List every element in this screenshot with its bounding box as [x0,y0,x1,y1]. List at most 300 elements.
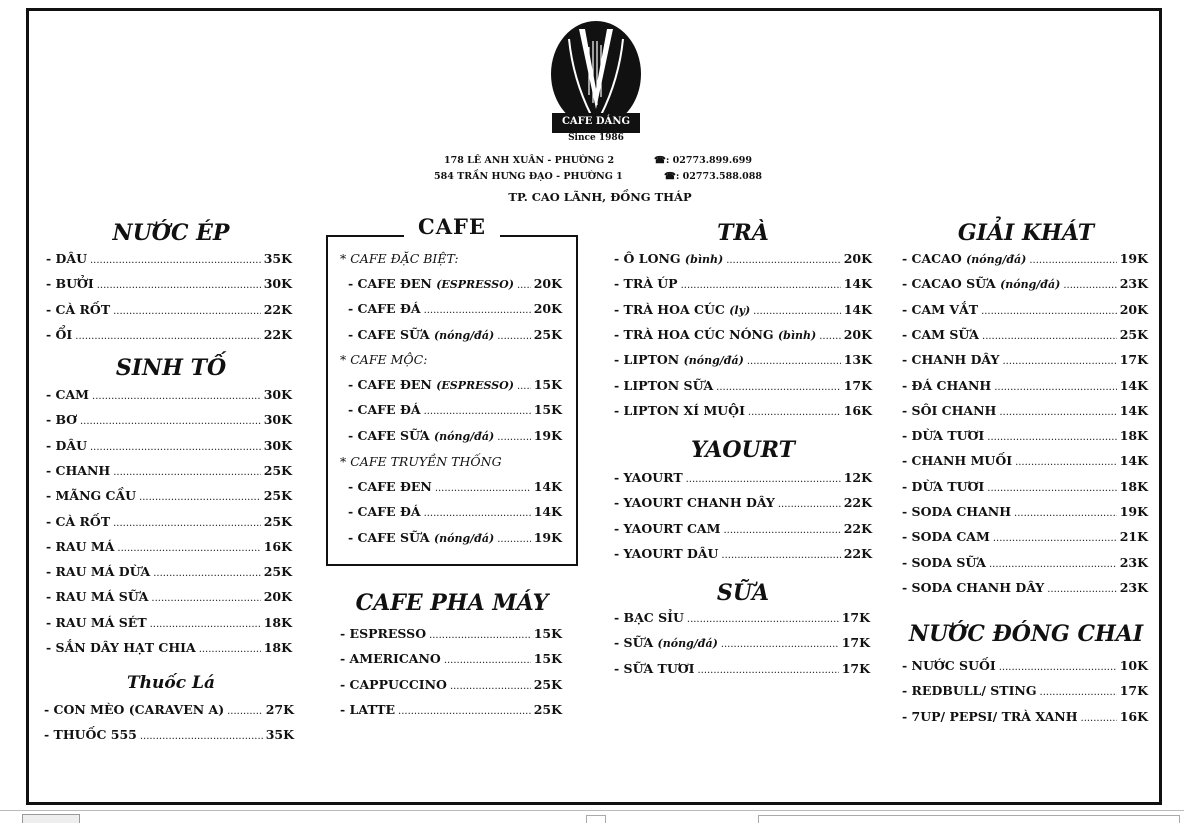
leader-dots [753,306,841,317]
menu-item-price: 30K [263,437,292,453]
menu-item [614,378,872,398]
leader-dots [716,382,841,393]
footer-tab[interactable] [22,814,80,823]
menu-item-price: 20K [263,589,292,605]
leader-dots [982,331,1117,342]
menu-item-price: 17K [841,660,870,676]
menu-item-price: 25K [533,676,562,692]
leader-dots [450,681,531,692]
menu-item-label: - Ô LONG [614,251,681,266]
menu-item-label: - LIPTON XÍ MUỘI [614,402,745,418]
menu-item-name [46,463,110,478]
menu-item-price: 10K [1119,658,1148,673]
menu-item-price: 18K [1119,428,1148,444]
menu-item-name [44,727,137,742]
logo-text: CAFE DÁNG [561,116,631,127]
leader-dots [140,731,263,742]
menu-item-price: 22K [843,545,872,561]
bottom-scroll-strip [0,810,1184,822]
section-title-cafe: CAFE [404,214,500,239]
menu-item [614,661,870,681]
menu-item-price: 25K [1119,326,1148,342]
section-title-tra: TRÀ [717,220,769,246]
menu-item-label: - BẠC SỈU [614,610,684,625]
menu-item-label: - CAPPUCCINO [340,676,447,692]
leader-dots [819,331,840,342]
menu-item [348,530,562,550]
leader-dots [153,568,261,579]
menu-item-price: 35K [265,727,294,743]
menu-item-name [902,580,1044,595]
menu-group-label: * CAFE MỘC: [340,352,428,367]
menu-item-name [46,387,89,402]
menu-item [902,580,1148,600]
menu-item-name [348,504,421,519]
menu-item [902,428,1148,448]
leader-dots [989,559,1117,570]
menu-item [340,626,562,646]
leader-dots [90,442,261,453]
menu-item-label: - DÂU [46,437,87,453]
menu-group-label: * CAFE ĐẶC BIỆT: [340,251,459,266]
menu-item-price: 25K [263,513,292,529]
menu-item [614,276,872,296]
leader-dots [429,630,531,641]
menu-item-label: - SODA CHANH [902,504,1012,519]
menu-item [46,514,292,534]
phone-2: ☎: 02773.588.088 [664,171,762,182]
menu-item-label: - CAFE SỮA [348,529,430,545]
menu-item-label: - AMERICANO [340,651,441,667]
menu-item-label: - DỪA TƯƠI [902,428,985,444]
menu-item-label: - SODA CHANH DÂY [902,579,1045,595]
menu-item [614,251,872,271]
menu-item-label: - CHANH MUỐI [902,453,1013,469]
menu-item-name [902,529,990,544]
menu-item-price: 21K [1119,529,1148,545]
menu-item [46,251,292,271]
menu-item-price: 15K [533,377,562,392]
leader-dots [1015,457,1117,468]
menu-item [348,301,562,321]
menu-item-price: 14K [1119,377,1148,393]
menu-item-name [902,479,984,494]
menu-item-name [902,327,979,342]
menu-item-name [46,564,150,579]
leader-dots [994,382,1117,393]
menu-item-price: 17K [843,377,872,393]
menu-item-name [614,495,775,510]
menu-item-price: 25K [533,701,562,717]
leader-dots [1063,280,1116,291]
menu-item-name [614,546,718,561]
menu-item-price: 17K [841,610,870,625]
menu-item-label: - SODA CAM [902,529,990,545]
menu-item-name [614,378,713,393]
leader-dots [1029,255,1116,266]
menu-item-price: 14K [1119,453,1148,469]
menu-item [902,327,1148,347]
menu-item-price: 15K [533,402,562,418]
menu-item-label: - LATTE [340,701,396,717]
menu-item [348,479,562,499]
leader-dots [424,508,531,519]
section-title-cafe-pha-may: CAFE PHA MÁY [355,590,549,616]
menu-item [614,327,872,347]
menu-item-name [902,302,978,317]
menu-item [902,529,1148,549]
leader-dots [987,432,1116,443]
menu-item-price: 14K [843,301,872,317]
menu-item [614,521,872,541]
menu-item-name [340,626,426,641]
menu-item [902,709,1148,729]
menu-item-label: - TRÀ HOA CÚC [614,301,725,317]
menu-item [902,251,1148,271]
menu-item-price: 20K [533,276,562,291]
menu-item [44,702,294,722]
section-title-nuoc-ep: NƯỚC ÉP [112,220,230,246]
menu-item-label: - CAFE ĐÁ [348,402,421,418]
menu-item-price: 16K [1119,708,1148,724]
leader-dots [517,381,531,392]
phone-1: ☎: 02773.899.699 [654,155,752,166]
leader-dots [92,391,261,402]
leader-dots [517,280,531,291]
menu-item-label: - BƠ [46,412,77,428]
leader-dots [723,525,840,536]
address-1: 178 LÊ ANH XUÂN - PHƯỜNG 2 [444,155,615,166]
menu-item-name [46,539,114,554]
leader-dots [398,706,531,717]
menu-item-price: 22K [263,301,292,317]
leader-dots [435,483,531,494]
leader-dots [721,550,840,561]
menu-item-label: - TRÀ ÚP [614,276,678,292]
menu-item-price: 17K [1119,683,1148,699]
menu-item [46,276,292,296]
menu-item-price: 18K [263,614,292,630]
menu-item-name [614,610,684,625]
menu-item-price: 14K [843,276,872,292]
leader-dots [497,331,531,342]
menu-item-label: - SỮA TƯƠI [614,660,695,676]
menu-item-name [902,658,996,673]
menu-item [902,453,1148,473]
leader-dots [721,639,839,650]
address-2: 584 TRẦN HƯNG ĐẠO - PHƯỜNG 1 [434,171,623,182]
menu-item [340,677,562,697]
menu-item-name [46,412,77,427]
menu-item-price: 22K [843,520,872,536]
menu-item-name [902,403,996,418]
menu-item-name [902,428,984,443]
menu-item-name [340,702,395,717]
menu-item-label: - CAM [46,387,90,402]
leader-dots [726,255,841,266]
section-title-giai-khat: GIẢI KHÁT [957,220,1095,246]
menu-item [340,702,562,722]
menu-item-label: - CAFE ĐEN [348,276,432,291]
menu-item [348,327,562,347]
menu-item [46,463,292,483]
menu-item [46,488,292,508]
menu-item-label: - RAU MÁ [46,538,115,554]
menu-item-label: - ỔI [46,326,73,342]
menu-item [902,555,1148,575]
menu-item-price: 16K [843,402,872,418]
menu-item-label: - CAM SỮA [902,326,980,342]
menu-item [902,683,1148,703]
leader-dots [150,619,261,630]
menu-item-note: (ESPRESSO) [436,379,514,392]
menu-item-name [46,276,94,291]
menu-item-note: (nóng/đá) [433,531,495,545]
menu-item-price: 18K [1119,478,1148,494]
menu-item-label: - CAFE SỮA [348,326,430,342]
menu-item-note: (nóng/đá) [1000,278,1061,292]
menu-item-label: - CACAO SỮA [902,276,996,292]
menu-item-price: 25K [533,326,562,342]
menu-item [614,352,872,372]
menu-item-name [348,479,432,494]
leader-dots [227,706,263,717]
menu-item-note: (nóng/đá) [683,354,744,368]
leader-dots [687,614,839,625]
menu-item-name [614,276,678,291]
menu-item-price: 23K [1119,554,1148,570]
menu-item-name [614,403,745,418]
leader-dots [778,499,841,510]
leader-dots [199,644,261,655]
menu-item-name [348,276,514,291]
leader-dots [993,533,1117,544]
leader-dots [424,406,531,417]
menu-item-name [614,661,694,676]
menu-item-name [348,428,494,443]
menu-item-label: - SÔI CHANH [902,402,997,418]
menu-item-name [902,504,1011,519]
leader-dots [748,407,841,418]
menu-item-label: - CAFE ĐEN [348,479,432,494]
leader-dots [1014,508,1117,519]
menu-item-price: 18K [263,640,292,655]
menu-item-note: (nóng/đá) [433,328,495,342]
leader-dots [1081,713,1117,724]
menu-item-label: - ESPRESSO [340,626,427,641]
menu-item-price: 25K [263,488,292,504]
menu-item-name [614,352,744,367]
leader-dots [497,432,531,443]
menu-item-note: (nóng/đá) [657,637,718,651]
menu-item-price: 23K [1119,276,1148,292]
section-title-sinh-to: SINH TỐ [115,355,227,381]
since-label: Since 1986 [568,133,624,143]
menu-item-label: - SODA SỮA [902,554,986,570]
menu-item-label: - LIPTON [614,352,680,368]
menu-item [46,564,292,584]
menu-item-price: 22K [263,326,292,342]
menu-item-price: 19K [1119,504,1148,519]
menu-item-note: (bình) [777,328,817,342]
leader-dots [444,655,531,666]
menu-item-name [902,453,1012,468]
menu-item-label: - CAFE SỮA [348,427,430,443]
menu-item-name [614,470,683,485]
footer-button[interactable] [586,815,606,823]
menu-item-name [902,276,1060,291]
menu-item-note: (nóng/đá) [966,253,1027,266]
menu-item-price: 15K [533,651,562,667]
menu-item-label: - CÀ RỐT [46,301,111,317]
menu-item-label: - LIPTON SỮA [614,377,714,393]
menu-item [614,635,870,655]
menu-item-name [46,615,147,630]
menu-item-name [902,352,999,367]
menu-item-label: - YAOURT CAM [614,520,721,536]
menu-item-label: - THUỐC 555 [44,727,137,743]
menu-item-name [614,521,720,536]
menu-item-name [348,301,421,316]
leader-dots [497,534,531,545]
menu-item-price: 12K [843,470,872,485]
menu-item-price: 19K [533,427,562,443]
menu-item [348,377,562,397]
menu-item-price: 14K [533,504,562,520]
menu-item-name [44,702,224,717]
menu-item [46,640,292,660]
footer-scrollbar[interactable] [758,815,1180,823]
menu-item [348,428,562,448]
menu-item-label: - YAOURT DÂU [614,545,719,561]
menu-item-price: 14K [533,479,562,494]
menu-item-name [348,402,421,417]
menu-item-price: 16K [263,538,292,554]
menu-item-price: 30K [263,412,292,428]
menu-item [340,651,562,671]
leader-dots [113,467,261,478]
menu-item-price: 27K [265,702,294,717]
menu-item-name [348,377,514,392]
menu-item-note: (bình) [684,253,724,266]
menu-item-name [46,302,110,317]
leader-dots [681,280,841,291]
leader-dots [97,280,261,291]
menu-item-name [340,651,441,666]
menu-item [902,479,1148,499]
menu-item [902,378,1148,398]
city-label: TP. CAO LÃNH, ĐỒNG THÁP [508,190,692,204]
menu-item-label: - TRÀ HOA CÚC NÓNG [614,326,774,342]
menu-item-note: (ly) [729,303,751,317]
menu-item-price: 23K [1119,579,1148,595]
menu-item-label: - CAFE ĐÁ [348,504,421,520]
menu-item [46,438,292,458]
menu-item-price: 30K [263,276,292,292]
menu-item [348,402,562,422]
menu-item-price: 35K [263,251,292,266]
menu-item-label: - CHANH DÂY [902,352,1000,368]
menu-item-label: - RAU MÁ SỮA [46,589,149,605]
menu-item-price: 15K [533,626,562,641]
leader-dots [999,407,1116,418]
menu-item-price: 25K [263,462,292,478]
menu-item-name [46,438,87,453]
menu-item-label: - REDBULL/ STING [902,683,1037,699]
menu-item-name [902,555,986,570]
leader-dots [80,416,261,427]
leader-dots [1040,687,1117,698]
menu-item-name [614,635,718,650]
menu-item-label: - CAFE ĐEN [348,377,432,392]
menu-item-label: - SỮA [614,635,654,651]
menu-item-label: - RAU MÁ SÉT [46,614,147,630]
menu-item-label: - CAM VẮT [902,301,979,317]
menu-item-name [902,251,1026,266]
menu-item-label: - CÀ RỐT [46,513,111,529]
menu-item-price: 19K [1119,251,1148,266]
menu-item-label: - YAOURT CHANH DÂY [614,495,775,511]
menu-item-label: - BƯỞI [46,276,94,292]
leader-dots [1002,356,1116,367]
menu-item [902,302,1148,322]
menu-item [902,276,1148,296]
menu-item [46,302,292,322]
menu-item [348,504,562,524]
menu-item-price: 20K [533,301,562,317]
menu-item-name [340,677,447,692]
menu-item-price: 30K [263,387,292,402]
menu-item-label: - CACAO [902,251,962,266]
menu-group-label: * CAFE TRUYỀN THỐNG [340,454,502,469]
menu-item [614,546,872,566]
menu-item [46,589,292,609]
menu-item-name [348,327,494,342]
leader-dots [1047,584,1117,595]
section-title-nuoc-dong-chai: NƯỚC ĐÓNG CHAI [908,621,1144,647]
section-title-thuoc-la: Thuốc Lá [127,673,215,693]
menu-item-label: - CAFE ĐÁ [348,301,421,317]
menu-item [902,658,1148,678]
menu-item-label: - RAU MÁ DỪA [46,564,151,580]
menu-item [614,495,872,515]
menu-item-price: 17K [841,635,870,651]
section-title-sua: SỮA [716,580,770,606]
menu-item [614,302,872,322]
menu-item-name [614,302,750,317]
menu-item [46,539,292,559]
menu-item [614,403,872,423]
leader-dots [697,665,838,676]
menu-item [46,327,292,347]
menu-item-name [614,251,723,266]
menu-item-label: - 7UP/ PEPSI/ TRÀ XANH [902,708,1078,724]
menu-item-name [46,640,196,655]
section-title-yaourt: YAOURT [691,437,795,463]
leader-dots [981,306,1117,317]
menu-item [614,610,870,630]
leader-dots [75,331,260,342]
menu-item [348,276,562,296]
menu-item [902,504,1148,524]
menu-item-name [46,514,110,529]
menu-item-note: (nóng/đá) [433,429,495,443]
menu-item-label: - DÂU [46,251,87,266]
leader-dots [987,483,1116,494]
menu-item-label: - MÃNG CẦU [46,488,137,504]
menu-item-price: 22K [843,495,872,511]
menu-item [902,403,1148,423]
